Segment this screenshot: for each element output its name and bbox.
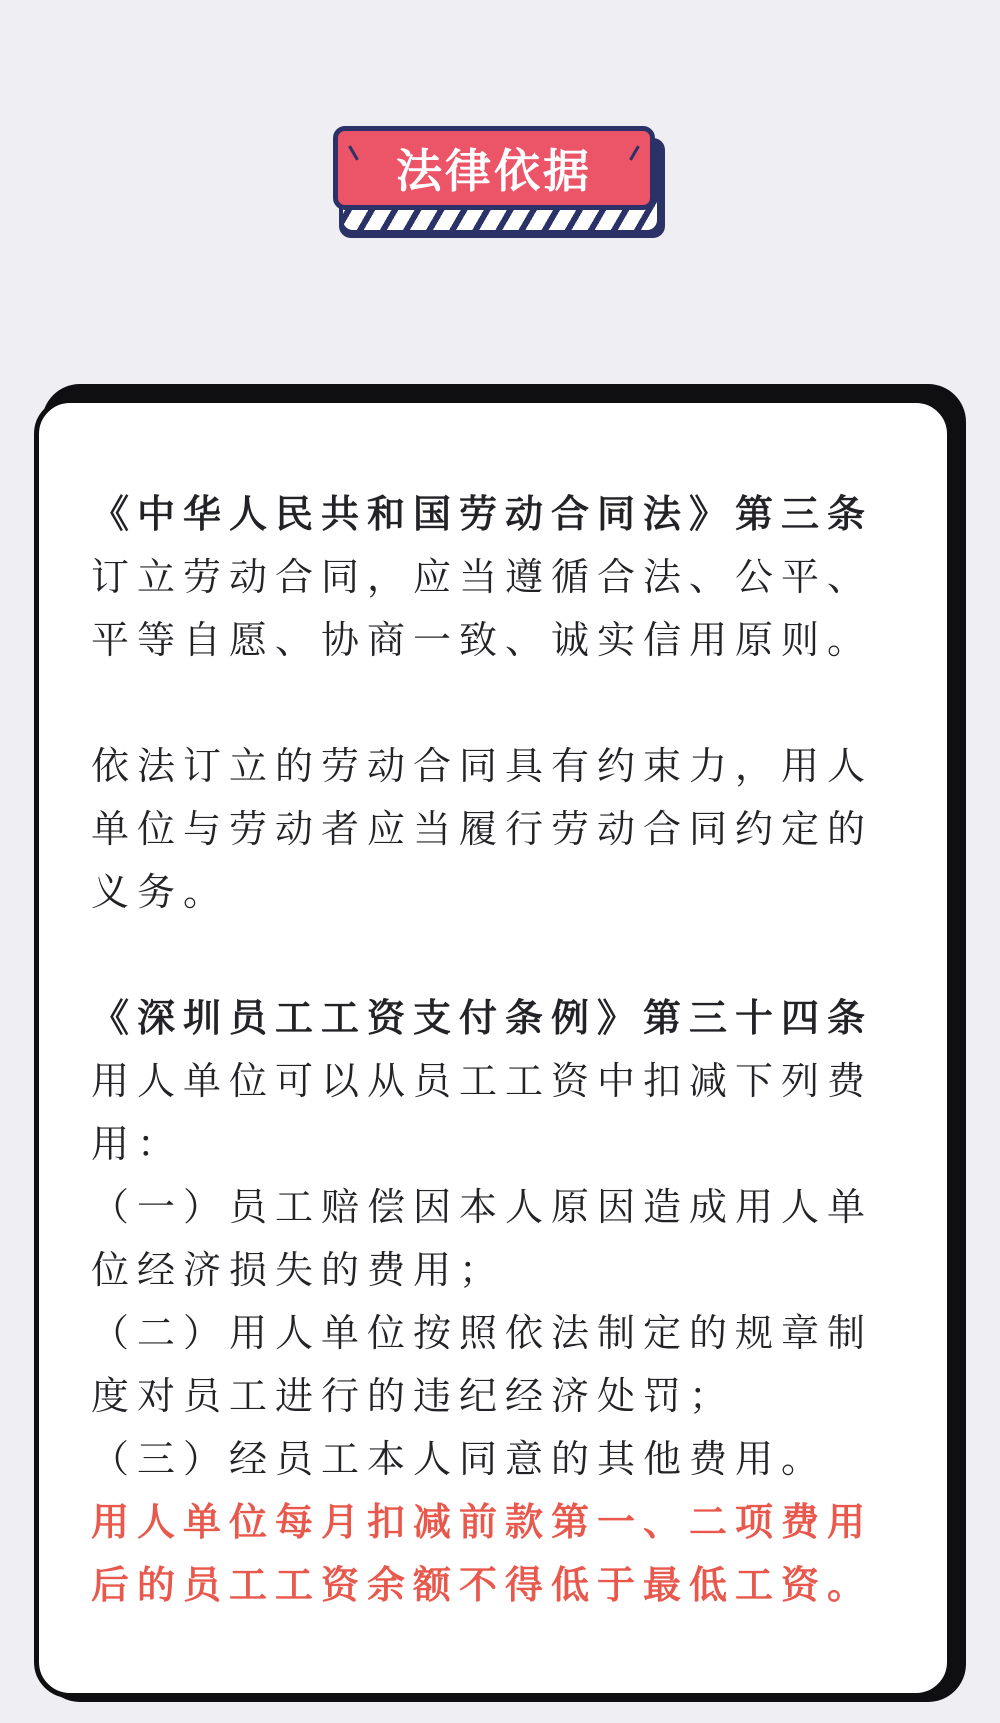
- legal-basis-card: [34, 398, 952, 1698]
- law2-highlight: 用人单位每月扣减前款第一、二项费用后的员工工资余额不得低于最低工资。: [91, 1500, 874, 1607]
- law2-item-1: （一）员工赔偿因本人原因造成用人单位经济损失的费用；: [91, 1185, 874, 1292]
- law2-item-2: （二）用人单位按照依法制定的规章制度对员工进行的违纪经济处罚；: [91, 1311, 874, 1418]
- spacer: [91, 672, 901, 735]
- law2-item-3: （三）经员工本人同意的其他费用。: [91, 1437, 828, 1481]
- law2-intro: 用人单位可以从员工工资中扣减下列费用：: [91, 1059, 874, 1166]
- law1-paragraph-2: 依法订立的劳动合同具有约束力，用人单位与劳动者应当履行劳动合同约定的义务。: [91, 744, 874, 914]
- law1-paragraph-1: 订立劳动合同，应当遵循合法、公平、平等自愿、协商一致、诚实信用原则。: [91, 555, 874, 662]
- law2-title: 《深圳员工工资支付条例》第三十四条: [91, 996, 874, 1040]
- law1-title: 《中华人民共和国劳动合同法》第三条: [91, 492, 874, 536]
- badge-front: [333, 126, 655, 210]
- card-content: [91, 483, 901, 1617]
- page-title: 法律依据: [396, 144, 592, 198]
- header-badge: [333, 126, 667, 240]
- spacer: [91, 924, 901, 987]
